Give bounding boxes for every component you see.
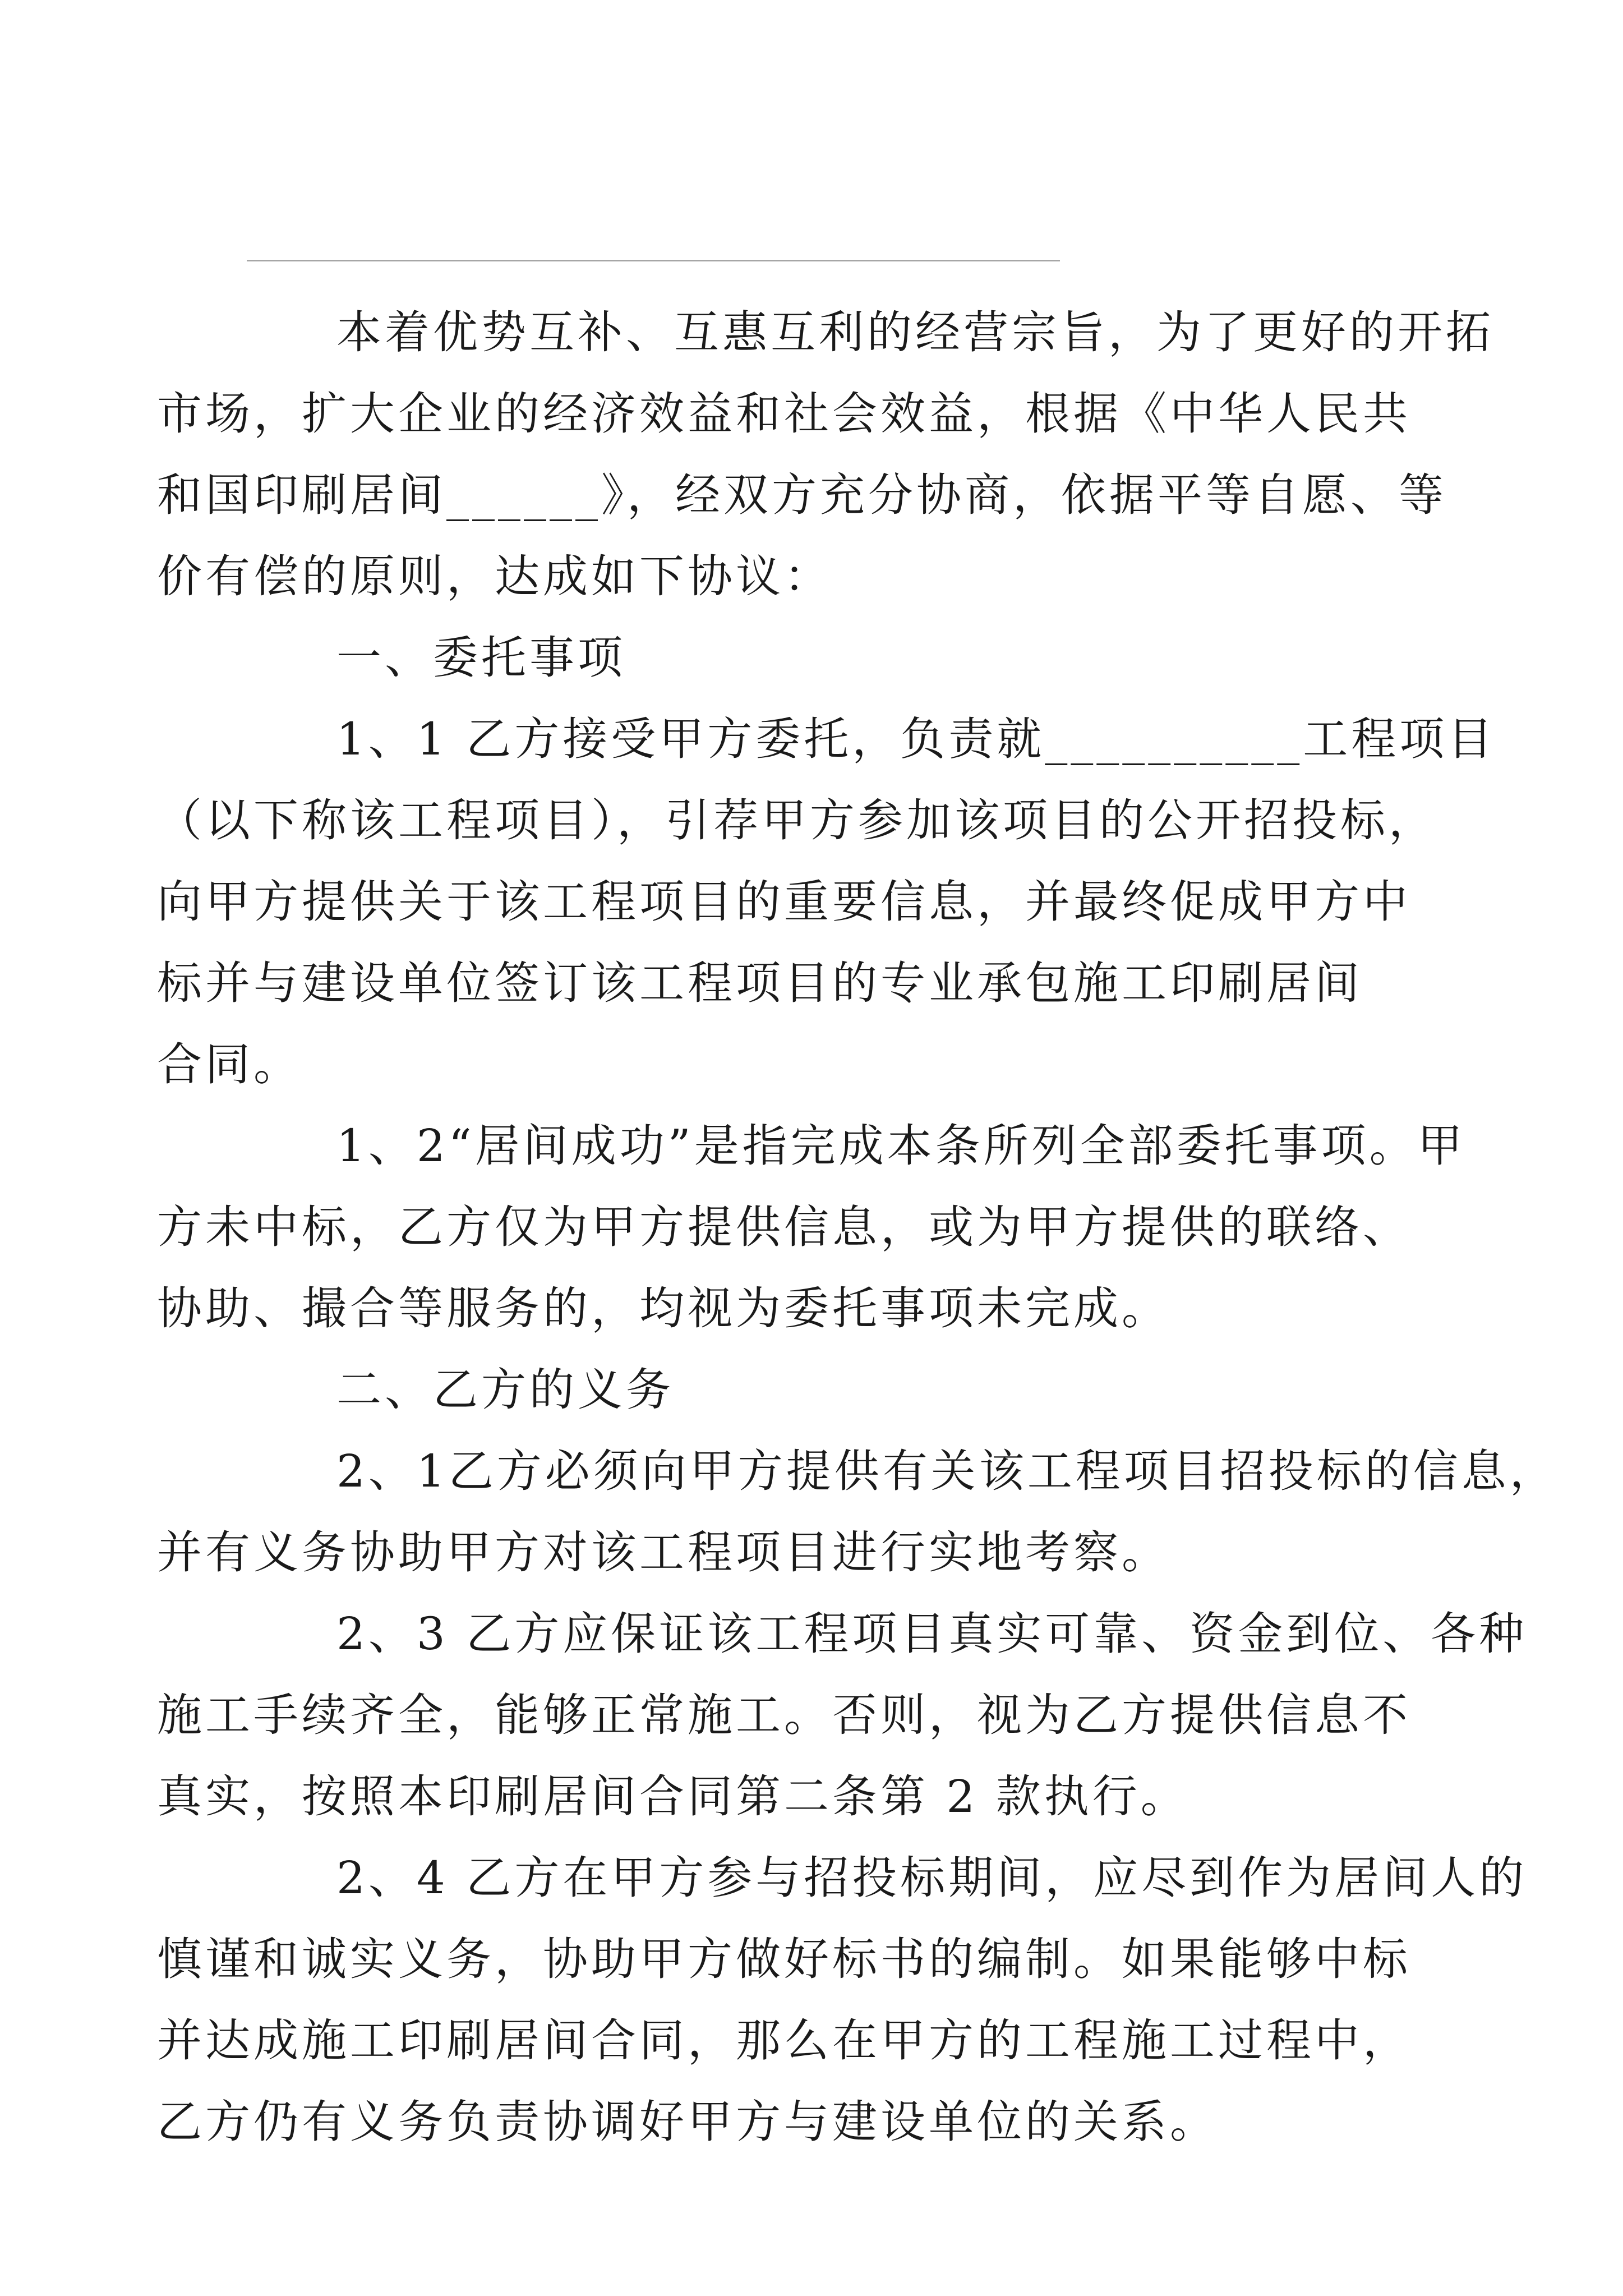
clause-paragraph (157, 1105, 1466, 1349)
text-line: 施工手续齐全，能够正常施工。否则，视为乙方提供信息不 (157, 1689, 1411, 1741)
clause-paragraph (157, 698, 1496, 1105)
text-line: 慎谨和诚实义务，协助甲方做好标书的编制。如果能够中标 (157, 1933, 1411, 1985)
clause-paragraph (157, 1593, 1528, 1837)
text-line: 和国印刷居间______》，经双方充分协商，依据平等自愿、等 (157, 469, 1447, 521)
text-line: 市场，扩大企业的经济效益和社会效益，根据《中华人民共 (157, 388, 1411, 440)
text-line: 向甲方提供关于该工程项目的重要信息，并最终促成甲方中 (157, 876, 1411, 928)
text-line: 1、1 乙方接受甲方委托，负责就__________工程项目 (336, 713, 1496, 765)
text-line: 乙方仍有义务负责协调好甲方与建设单位的关系。 (157, 2096, 1218, 2148)
text-line: 标并与建设单位签订该工程项目的专业承包施工印刷居间 (157, 957, 1363, 1009)
text-line: 并达成施工印刷居间合同，那么在甲方的工程施工过程中， (157, 2014, 1411, 2067)
text-line: 并有义务协助甲方对该工程项目进行实地考察。 (157, 1526, 1170, 1579)
section-heading-text: 二、乙方的义务 (336, 1364, 674, 1416)
text-line: 协助、撮合等服务的，均视为委托事项未完成。 (157, 1282, 1170, 1335)
text-line: 2、1乙方必须向甲方提供有关该工程项目招投标的信息， (336, 1445, 1558, 1497)
text-line: 1、2“居间成功”是指完成本条所列全部委托事项。甲 (336, 1120, 1466, 1172)
clause-paragraph (157, 1430, 1558, 1593)
header-rule (247, 260, 1060, 261)
text-line: 合同。 (157, 1038, 302, 1091)
text-line: 2、3 乙方应保证该工程项目真实可靠、资金到位、各种 (336, 1608, 1528, 1660)
section-heading (247, 617, 1396, 698)
clause-paragraph (157, 1837, 1528, 2162)
section-heading (247, 1349, 1396, 1430)
text-line: 真实，按照本印刷居间合同第二条第 2 款执行。 (157, 1770, 1189, 1823)
text-line: 方未中标，乙方仅为甲方提供信息，或为甲方提供的联络、 (157, 1201, 1411, 1253)
text-line: （以下称该工程项目），引荐甲方参加该项目的公开招投标， (157, 794, 1437, 846)
text-line: 2、4 乙方在甲方参与招投标期间，应尽到作为居间人的 (336, 1852, 1528, 1904)
text-line: 价有偿的原则，达成如下协议： (157, 550, 832, 602)
intro-paragraph (157, 292, 1494, 617)
section-heading-text: 一、委托事项 (336, 632, 626, 684)
document-body (157, 292, 1558, 2162)
text-line: 本着优势互补、互惠互利的经营宗旨，为了更好的开拓 (336, 306, 1494, 358)
